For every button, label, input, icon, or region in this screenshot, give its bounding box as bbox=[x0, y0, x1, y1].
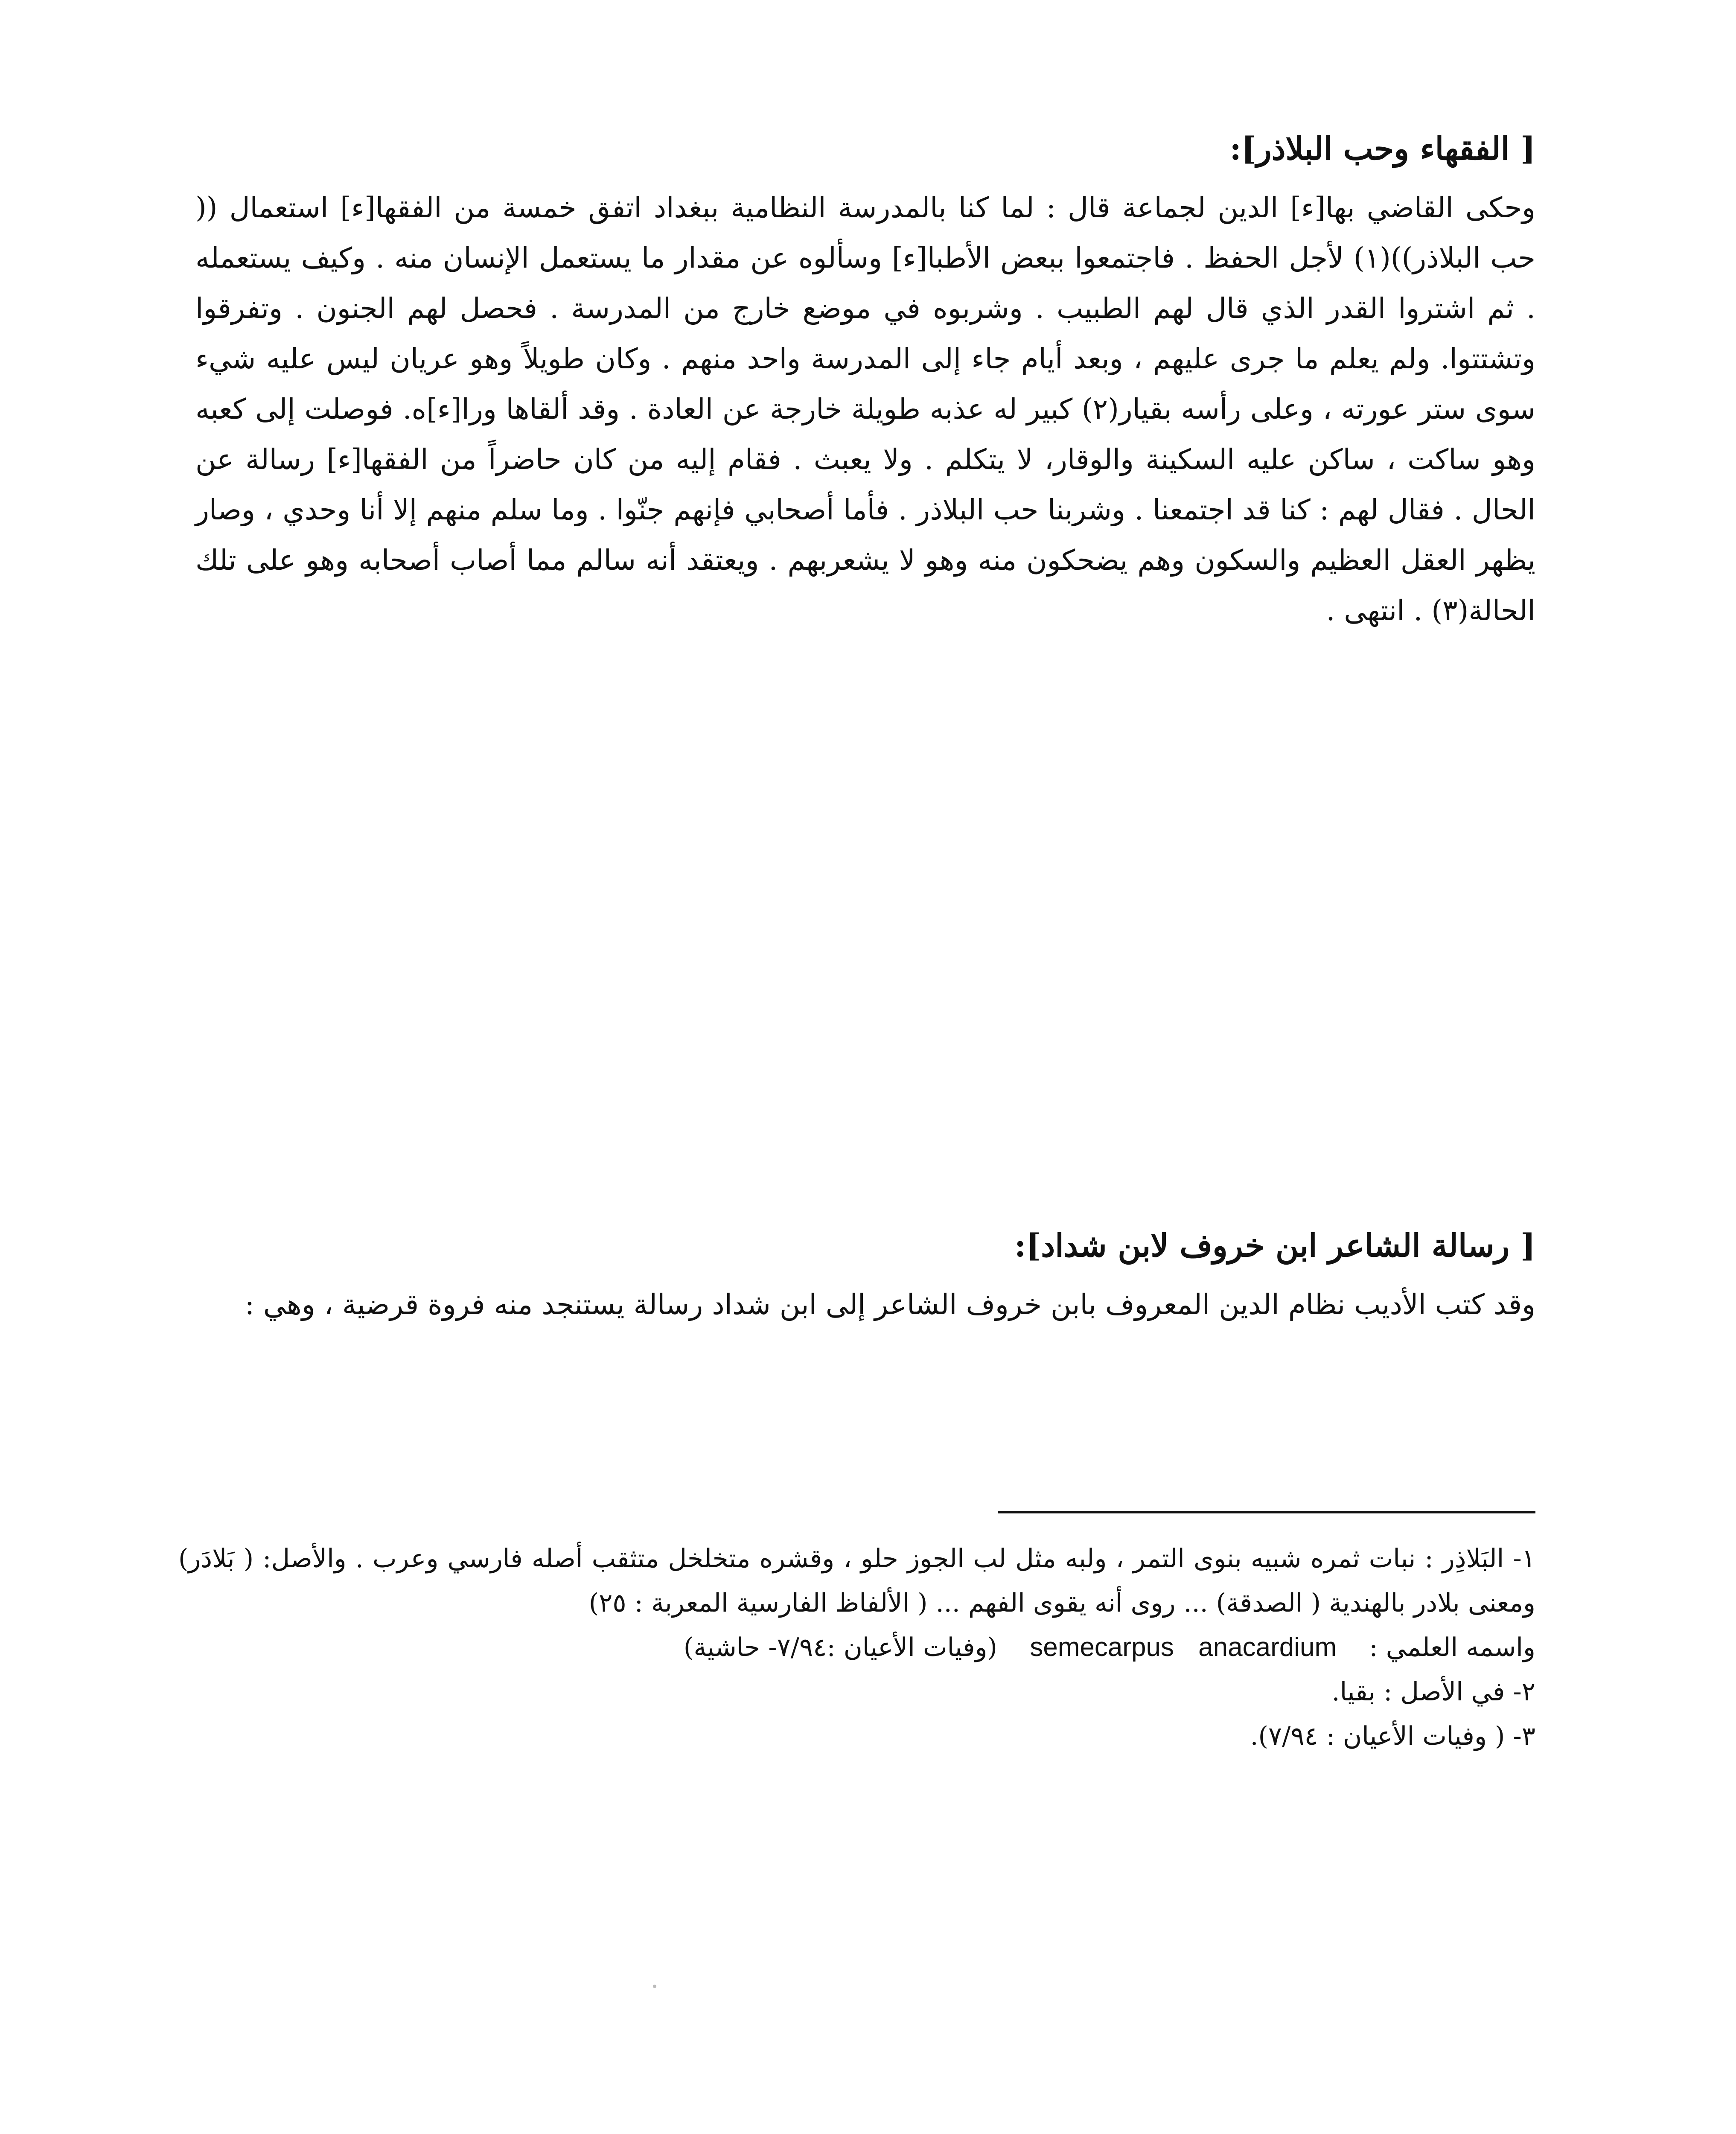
scientific-name-source: (وفيات الأعيان :٧/٩٤- حاشية) bbox=[683, 1633, 997, 1662]
scan-speck bbox=[653, 1985, 656, 1988]
scientific-name: semecarpus anacardium bbox=[1030, 1633, 1337, 1662]
scientific-name-label: واسمه العلمي : bbox=[1369, 1633, 1535, 1662]
section-heading-risala: [ رسالة الشاعر ابن خروف لابن شداد]: bbox=[1014, 1227, 1535, 1264]
section-risala bbox=[195, 1221, 1535, 1330]
footnote-1-scientific-name bbox=[178, 1625, 1535, 1670]
paragraph-faqaha: وحكى القاضي بها[ء] الدين لجماعة قال : لما كنا بالمدرسة النظامية ببغداد اتفق خمسة من الفقها[ء] استعمال (( حب البلاذر))(١) لأجل الحفظ . فاجتمعوا ببعض الأطبا[ء] وسألوه عن مقدار ما يستعمل الإنسان منه . وكيف يستعمله . ثم اشتروا القدر الذي قال لهم الطبيب . وشربوه في موضع خارج من المدرسة . فحصل لهم الجنون . وتفرقوا وتشتتوا. ولم يعلم ما جرى عليهم ، وبعد أيام جاء إلى المدرسة واحد منهم . وكان طويلاً وهو عريان ليس عليه شيء سوى ستر عورته ، وعلى رأسه بقيار(٢) كبير له عذبه طويلة خارجة عن العادة . وقد ألقاها ورا[ء]ه. فوصلت إلى كعبه وهو ساكت ، ساكن عليه السكينة والوقار، لا يتكلم . ولا يعبث . فقام إليه من كان حاضراً من الفقها[ء] رسالة عن الحال . فقال لهم : كنا قد اجتمعنا . وشربنا حب البلاذر . فأما أصحابي فإنهم جنّوا . وما سلم منهم إلا أنا وحدي ، وصار يظهر العقل العظيم والسكون وهم يضحكون منه وهو لا يشعربهم . ويعتقد أنه سالم مما أصاب أصحابه وهو على تلك الحالة(٣) . انتهى . bbox=[195, 191, 1536, 627]
section-heading-faqaha: [ الفقهاء وحب البلاذر]: bbox=[1229, 131, 1535, 167]
section-faqaha bbox=[195, 124, 1535, 636]
footnote-3: ٣- ( وفيات الأعيان : ٧/٩٤). bbox=[1250, 1721, 1535, 1751]
footnote-separator bbox=[998, 1511, 1535, 1513]
paragraph-risala: وقد كتب الأديب نظام الدين المعروف بابن خروف الشاعر إلى ابن شداد رسالة يستنجد منه فروة قرضية ، وهي : bbox=[245, 1288, 1535, 1321]
footnotes bbox=[178, 1536, 1535, 1758]
footnote-1: ١- البَلاذِر : نبات ثمره شبيه بنوى التمر ، ولبه مثل لب الجوز حلو ، وقشره متخلخل متثقب أصله فارسي وعرب . والأصل: ( بَلادَر) ومعنى بلادر بالهندية ( الصدقة) ... روى أنه يقوى الفهم ... ( الألفاظ الفارسية المعربة : ٢٥) bbox=[178, 1544, 1535, 1618]
footnote-2: ٢- في الأصل : بقيا. bbox=[1331, 1677, 1535, 1707]
